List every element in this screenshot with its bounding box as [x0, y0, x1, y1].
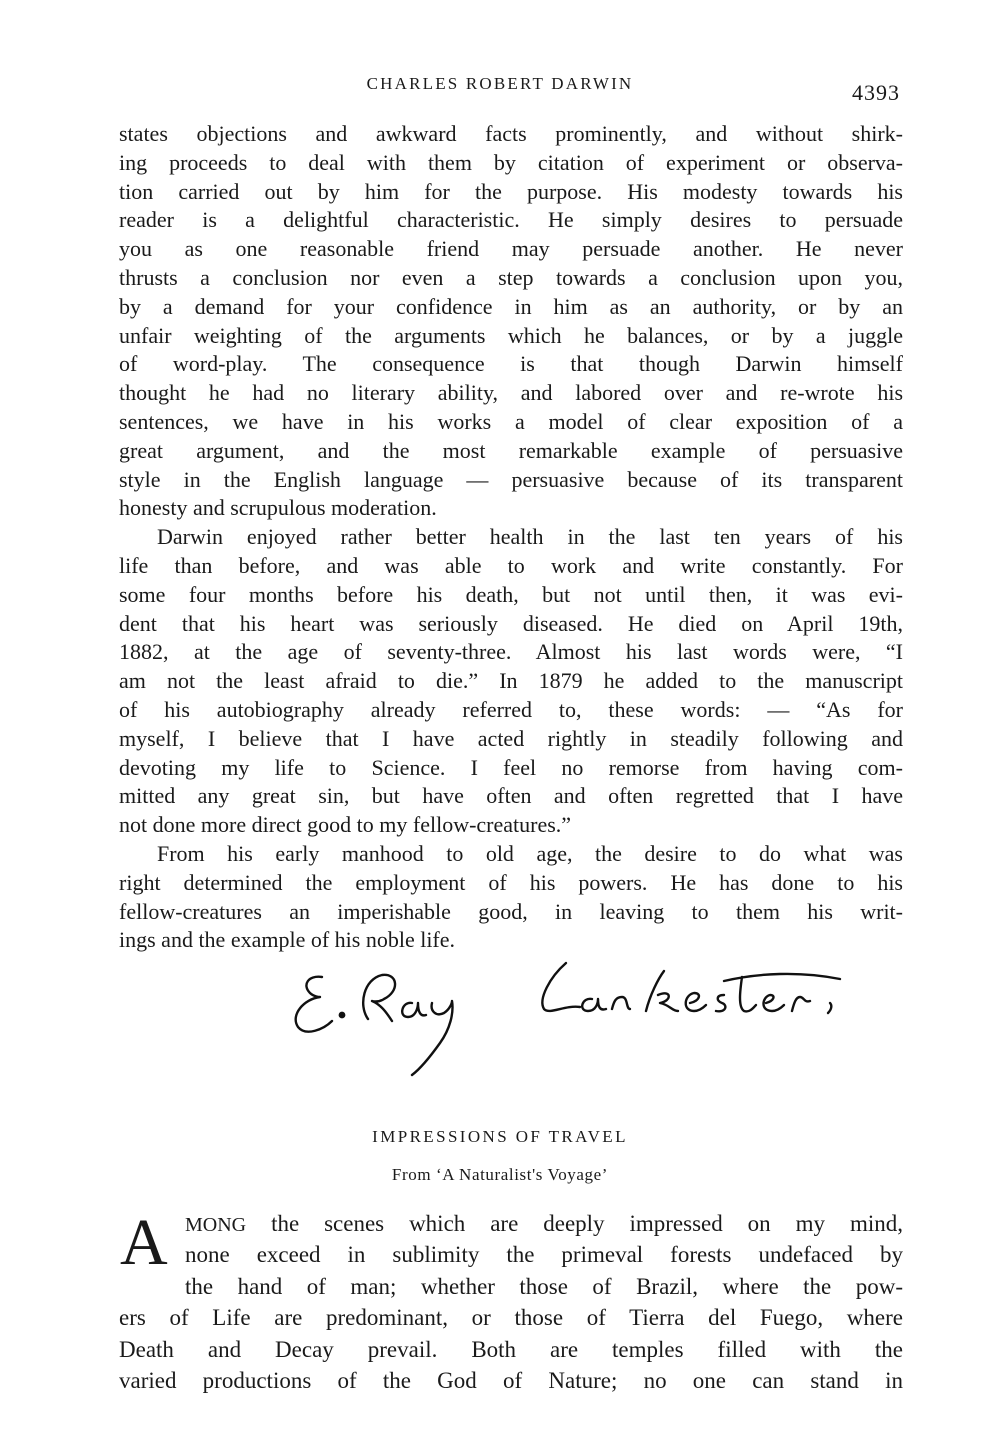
section-title: IMPRESSIONS OF TRAVEL: [372, 1127, 628, 1146]
text-line: varied productions of the God of Nature; no one can stand in: [119, 1367, 903, 1393]
running-head: CHARLES ROBERT DARWIN: [366, 74, 634, 93]
text-line: of word-play. The consequence is that though Darwin himself: [119, 351, 903, 377]
text-line: am not the least afraid to die.” In 1879 he added to the manuscript: [119, 668, 903, 694]
text-line: not done more direct good to my fellow-creatures.”: [119, 812, 572, 838]
text-line: great argument, and the most remarkable example of persuasive: [119, 437, 903, 463]
text-line: sentences, we have in his works a model of clear exposition of a: [119, 408, 903, 434]
text-line: ings and the example of his noble life.: [119, 927, 456, 953]
paragraph-3: [119, 840, 903, 955]
paragraph-2: [119, 523, 903, 840]
text-line: style in the English language — persuasive because of its transparent: [119, 466, 903, 492]
small-caps-word: MONG: [185, 1214, 247, 1236]
text-line: mitted any great sin, but have often and often regretted that I have: [119, 783, 903, 809]
text-line: the hand of man; whether those of Brazil, where the pow-: [185, 1273, 903, 1299]
text-line: fellow-creatures an imperishable good, in leaving to them his writ-: [119, 898, 903, 924]
handwritten-signature: [280, 955, 920, 1085]
text-line: none exceed in sublimity the primeval forests undefaced by: [185, 1242, 903, 1268]
section-source: From ‘A Naturalist's Voyage’: [391, 1165, 609, 1184]
text-line: states objections and awkward facts prominently, and without shirk-: [119, 121, 903, 146]
text-line: life than before, and was able to work and write constantly. For: [119, 552, 903, 578]
text-line: tion carried out by him for the purpose. His modesty towards his: [119, 178, 903, 204]
text-line: Darwin enjoyed rather better health in the last ten years of his: [157, 524, 903, 550]
text-line: [119, 1208, 903, 1239]
text-line: thought he had no literary ability, and labored over and re-wrote his: [119, 380, 903, 406]
text-line: you as one reasonable friend may persuade another. He never: [119, 236, 903, 262]
text-line: of his autobiography already referred to, these words: — “As for: [119, 696, 903, 722]
text-line: devoting my life to Science. I feel no remorse from having com-: [119, 754, 903, 780]
text-fragment: the scenes which are deeply impressed on my mind,: [246, 1211, 903, 1236]
selection-body: [119, 1208, 903, 1396]
text-line: ers of Life are predominant, or those of Tierra del Fuego, where: [119, 1305, 903, 1331]
text-line: 1882, at the age of seventy-three. Almost his last words were, “I: [119, 639, 903, 665]
paragraph-1: [119, 120, 903, 523]
text-line: dent that his heart was seriously diseased. He died on April 19th,: [119, 610, 903, 636]
text-line: myself, I believe that I have acted rightly in steadily following and: [119, 725, 903, 751]
text-line: thrusts a conclusion nor even a step towards a conclusion upon you,: [119, 264, 903, 290]
text-line: From his early manhood to old age, the desire to do what was: [157, 840, 903, 866]
text-line: by a demand for your confidence in him as an authority, or by an: [119, 293, 903, 319]
text-line: right determined the employment of his powers. He has done to his: [119, 869, 903, 895]
page-number: 4393: [852, 80, 900, 105]
text-line: Death and Decay prevail. Both are temples filled with the: [119, 1336, 903, 1362]
text-line: reader is a delightful characteristic. He simply desires to persuade: [119, 207, 903, 233]
text-line: some four months before his death, but not until then, it was evi-: [119, 581, 903, 607]
text-line: ing proceeds to deal with them by citation of experiment or observa-: [119, 149, 903, 175]
text-line: honesty and scrupulous moderation.: [119, 495, 437, 521]
text-line: unfair weighting of the arguments which he balances, or by a juggle: [119, 322, 903, 348]
drop-cap: A: [120, 1206, 168, 1279]
essay-body: [119, 120, 903, 955]
